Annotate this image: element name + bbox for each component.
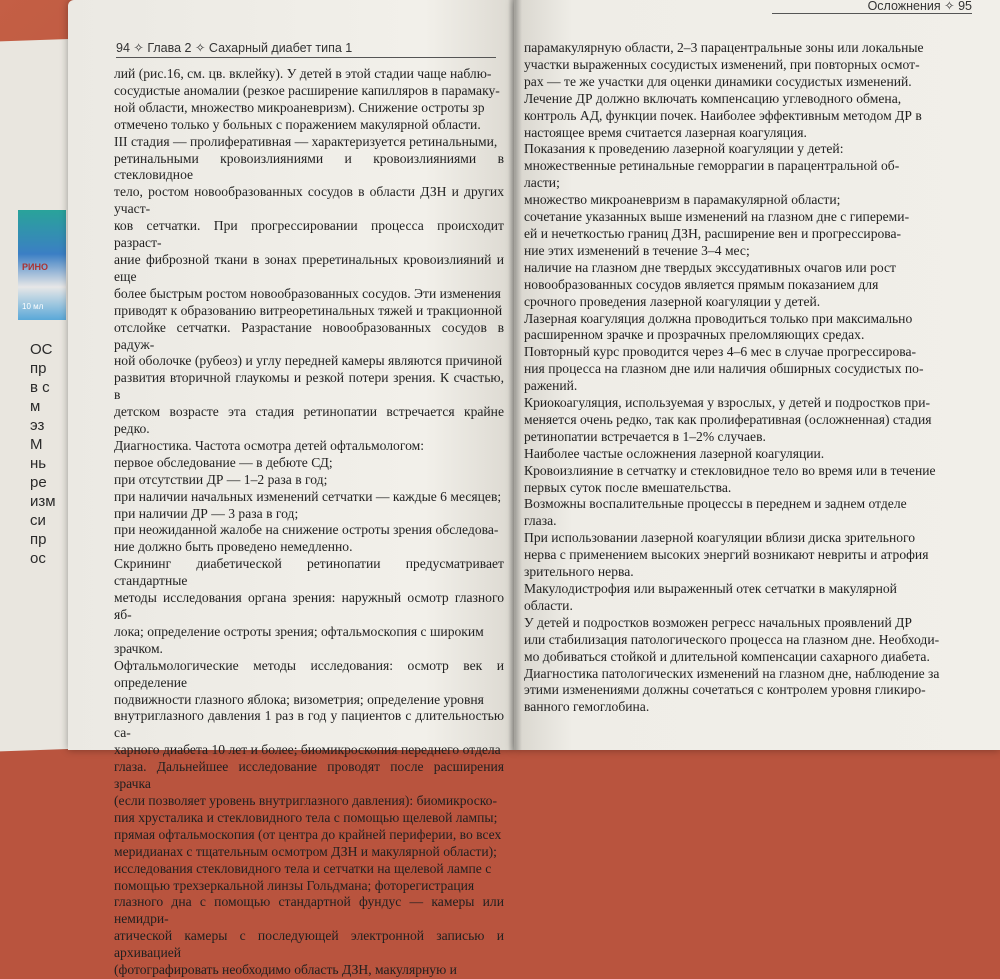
text-line: при наличии ДР — 3 раза в год; — [114, 505, 299, 521]
leaflet-fragment: ос — [30, 550, 46, 567]
text-line: контроль АД, функции почек. Наиболее эффективным методом ДР в — [524, 107, 922, 123]
text-line: ние должно быть проведено немедленно. — [114, 539, 353, 555]
text-line: глаза. Дальнейшее исследование проводят после расширения зрачка — [114, 759, 504, 792]
text-line: глазного дна с помощью стандартной фундус — камеры или немидри- — [114, 894, 504, 927]
text-line: Кровоизлияние в сетчатку и стекловидное тело во время или в течение — [524, 462, 936, 478]
left-page-text — [114, 66, 504, 979]
text-line: лока; определение остроты зрения; офтальмоскопия с широким — [114, 623, 484, 639]
right-page-text — [524, 40, 978, 716]
text-line: ной оболочке (рубеоз) и углу передней камеры являются причиной — [114, 353, 503, 369]
text-line: более быстрым ростом новообразованных сосудов. Эти изменения — [114, 285, 501, 301]
text-line: прямая офтальмоскопия (от центра до крайней периферии, во всех — [114, 826, 502, 842]
text-line: Наиболее частые осложнения лазерной коагуляции. — [524, 445, 825, 461]
text-line: ей и нечеткостью границ ДЗН, расширение вен и прогрессирова- — [524, 225, 902, 241]
text-line: методы исследования органа зрения: наружный осмотр глазного яб- — [114, 590, 504, 622]
leaflet-fragment: пр — [30, 360, 47, 377]
text-line: сочетание указанных выше изменений на глазном дне с гипереми- — [524, 209, 910, 225]
text-line: глаза. — [524, 513, 557, 529]
text-line: Возможны воспалительные процессы в переднем и заднем отделе — [524, 496, 907, 512]
text-line: мо добиваться стойкой и длительной компенсации сахарного диабета. — [524, 648, 930, 664]
text-line: Диагностика патологических изменений на глазном дне, наблюдение за — [524, 665, 940, 681]
left-page-header: 94 ✧ Глава 2 ✧ Сахарный диабет типа 1 — [116, 40, 496, 58]
text-line: тело, ростом новообразованных сосудов в области ДЗН и других участ- — [114, 184, 504, 217]
text-line: (если позволяет уровень внутриглазного давления): биомикроско- — [114, 792, 497, 808]
text-line: ков сетчатки. При прогрессировании процесса происходит разраст- — [114, 218, 504, 251]
text-line: Лазерная коагуляция должна проводиться только при максимально — [524, 310, 913, 326]
text-line: (фотографировать необходимо область ДЗН, макулярную и — [114, 962, 457, 978]
text-line: ния процесса на глазном дне или наличия обширных сосудистых по- — [524, 361, 924, 377]
text-line: Повторный курс проводится через 4–6 мес в случае прогрессирова- — [524, 344, 917, 360]
text-line: Офтальмологические методы исследования: осмотр век и определение — [114, 657, 504, 690]
text-line: при отсутствии ДР — 1–2 раза в год; — [114, 471, 328, 487]
text-line: участки выраженных сосудистых изменений, при повторных осмот- — [524, 56, 920, 72]
text-line: внутриглазного давления 1 раз в год у пациентов с длительностью са- — [114, 708, 504, 741]
text-line: области. — [524, 597, 573, 613]
text-line: меридианах с тщательным осмотром ДЗН и макулярной области); — [114, 843, 497, 859]
leaflet-fragment: М — [30, 436, 43, 453]
text-line: расширенном зрачке и прозрачных преломляющих средах. — [524, 327, 865, 343]
leaflet-fragment: ОС — [30, 341, 53, 358]
text-line: при неожиданной жалобе на снижение остроты зрения обследова- — [114, 522, 499, 538]
text-line: зрительного нерва. — [524, 564, 634, 580]
right-page-header: Осложнения ✧ 95 — [772, 0, 972, 14]
text-line: Диагностика. Частота осмотра детей офтальмологом: — [114, 437, 424, 453]
leaflet-fragment: си — [30, 512, 46, 529]
text-line: атической камеры с последующей электронной записью и архивацией — [114, 928, 504, 961]
text-line: лий (рис.16, см. цв. вклейку). У детей в этой стадии чаще наблю- — [114, 66, 492, 81]
book-gutter — [508, 0, 522, 750]
text-line: рах — те же участки для оценки динамики сосудистых изменений. — [524, 73, 912, 89]
text-line: зрачком. — [114, 640, 163, 656]
text-line: множественные ретинальные геморрагии в парацентральной об- — [524, 158, 900, 174]
text-line: парамакулярную области, 2–3 парацентральные зоны или локальные — [524, 40, 924, 55]
text-line: наличие на глазном дне твердых экссудативных очагов или рост — [524, 259, 896, 275]
text-line: отмечено только у больных с поражением макулярной области. — [114, 116, 481, 132]
leaflet-fragment: нь — [30, 455, 47, 472]
text-line: первых суток после вмешательства. — [524, 479, 732, 495]
text-line: исследования стекловидного тела и сетчатки на щелевой лампе с — [114, 860, 492, 876]
text-line: первое обследование — в дебюте СД; — [114, 454, 333, 470]
text-line: ной области, множество микроаневризм). Снижение остроты зр — [114, 99, 485, 115]
text-line: ние этих изменений в течение 3–4 мес; — [524, 242, 750, 258]
text-line: харного диабета 10 лет и более; биомикроскопия переднего отдела — [114, 742, 501, 758]
text-line: приводят к образованию витреоретинальных тяжей и тракционной — [114, 302, 503, 318]
text-line: срочного проведения лазерной коагуляции у детей. — [524, 293, 821, 309]
leaflet-label: РИНО — [22, 262, 48, 272]
text-line: ласти; — [524, 175, 560, 191]
text-line: ретинальными кровоизлияниями и кровоизлияниями в стекловидное — [114, 150, 504, 183]
text-line: ание фиброзной ткани в зонах преретинальных кровоизлияний и еще — [114, 251, 504, 284]
text-line: ражений. — [524, 378, 578, 394]
leaflet-fragment: в с — [30, 379, 50, 396]
text-line: ретинопатии встречается в 1–2% случаев. — [524, 428, 766, 444]
text-line: подвижности глазного яблока; визометрия; определение уровня — [114, 691, 484, 707]
text-line: III стадия — пролиферативная — характеризуется ретинальными, — [114, 133, 498, 149]
leaflet-fragment: эз — [30, 417, 45, 434]
text-line: или стабилизация патологического процесса на глазном дне. Необходи- — [524, 631, 940, 647]
text-line: меняется очень редко, так как пролиферативная (осложненная) стадия — [524, 411, 932, 427]
text-line: помощью трехзеркальной линзы Гольдмана; фоторегистрация — [114, 877, 475, 893]
leaflet-fragment: м — [30, 398, 41, 415]
text-line: Скрининг диабетической ретинопатии предусматривает стандартные — [114, 556, 504, 589]
background-leaflet-text — [30, 340, 56, 568]
text-line: Лечение ДР должно включать компенсацию углеводного обмена, — [524, 90, 902, 106]
text-line: пия хрусталика и стекловидного тела с помощью щелевой лампы; — [114, 809, 498, 825]
text-line: настоящее время считается лазерная коагуляция. — [524, 124, 807, 140]
text-line: множество микроаневризм в парамакулярной области; — [524, 192, 841, 208]
text-line: отслойке сетчатки. Разрастание новообразованных сосудов в радуж- — [114, 319, 504, 352]
leaflet-dose: 10 мл — [22, 302, 44, 311]
text-line: нерва с применением высоких энергий возникают невриты и атрофия — [524, 547, 929, 563]
text-line: этими изменениями должны сочетаться с контролем уровня гликиро- — [524, 682, 926, 698]
text-line: При использовании лазерной коагуляции вблизи диска зрительного — [524, 530, 916, 546]
text-line: Криокоагуляция, используемая у взрослых, у детей и подростков при- — [524, 395, 931, 411]
text-line: Макулодистрофия или выраженный отек сетчатки в макулярной — [524, 581, 897, 596]
leaflet-fragment: пр — [30, 531, 47, 548]
text-line: У детей и подростков возможен регресс начальных проявлений ДР — [524, 614, 912, 630]
text-line: развития вторичной глаукомы и резкой потери зрения. К счастью, в — [114, 370, 504, 403]
medicine-leaflet-image — [18, 210, 66, 320]
right-page — [514, 0, 1000, 750]
text-line: Показания к проведению лазерной коагуляции у детей: — [524, 141, 844, 157]
text-line: новообразованных сосудов является прямым показанием для — [524, 276, 879, 292]
text-line: ванного гемоглобина. — [524, 699, 650, 715]
leaflet-fragment: ре — [30, 474, 47, 491]
left-page — [68, 0, 514, 978]
leaflet-fragment: изм — [30, 493, 56, 510]
text-line: при наличии начальных изменений сетчатки — каждые 6 месяцев; — [114, 488, 502, 504]
text-line: сосудистые аномалии (резкое расширение капилляров в парамаку- — [114, 82, 500, 98]
text-line: детском возрасте эта стадия ретинопатии встречается крайне редко. — [114, 404, 504, 437]
